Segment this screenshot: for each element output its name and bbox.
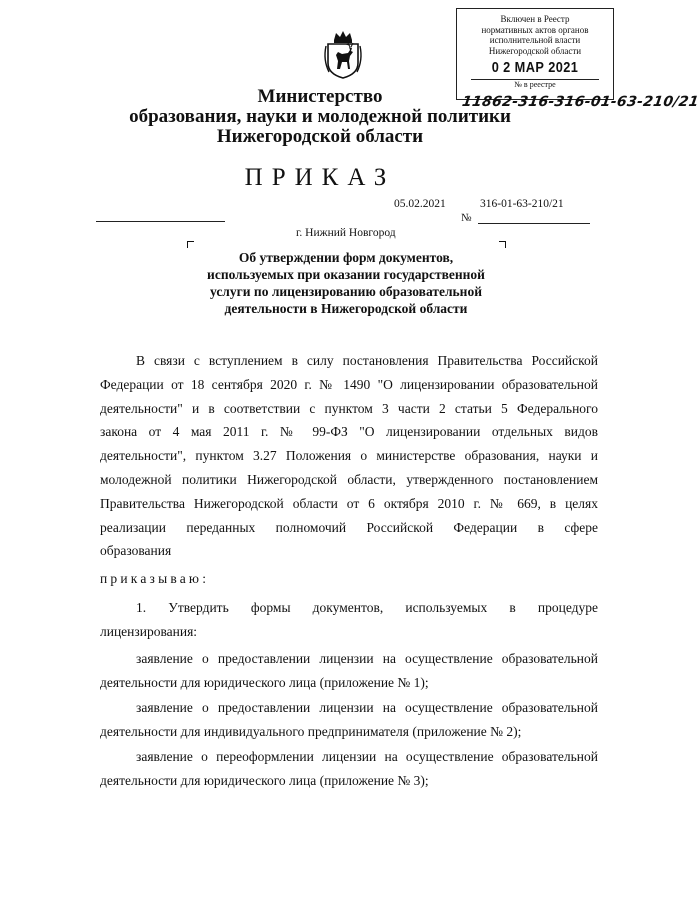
appendix-3-line-2: деятельности для юридического лица (приложение № 3);: [100, 773, 429, 788]
stamp-line-1: Включен в Реестр: [500, 14, 570, 24]
item-1-line-1: 1. Утвердить формы документов, используемых в процедуре: [136, 600, 598, 615]
number-underline: [478, 223, 590, 224]
order-directive-word: приказываю:: [100, 571, 210, 586]
date-underline: [96, 221, 225, 222]
subject-line-3: услуги по лицензированию образовательной: [209, 284, 482, 299]
preamble-line: закона от 4 мая 2011 г. № 99-ФЗ "О лицензировании отдельных видов: [100, 424, 598, 440]
appendix-2-line-2: деятельности для индивидуального предпринимателя (приложение № 2);: [100, 724, 522, 739]
appendix-1-line-1: заявление о предоставлении лицензии на осуществление образовательной: [136, 651, 598, 666]
appendix-2-line-1: заявление о предоставлении лицензии на осуществление образовательной: [136, 700, 598, 715]
order-subject: [180, 249, 512, 317]
document-type-title: ПРИКАЗ: [244, 164, 396, 191]
subject-line-1: Об утверждении форм документов,: [238, 250, 454, 265]
preamble-line: образования: [100, 543, 172, 559]
preamble-paragraph: [100, 349, 598, 563]
subject-bracket-right: [499, 241, 506, 248]
appendix-3-line-1: заявление о переоформлении лицензии на осуществление образовательной: [136, 749, 598, 764]
preamble-line: молодежной политики Нижегородской области, утвержденного постановлением: [100, 471, 598, 487]
order-date: 05.02.2021: [394, 198, 446, 210]
ministry-name-line-3: Нижегородской области: [216, 126, 424, 147]
stamp-line-4: Нижегородской области: [488, 45, 582, 56]
appendix-3-entry: [100, 745, 598, 793]
stamp-date: 0 2 МАР 2021: [491, 59, 579, 76]
preamble-line: деятельности", пунктом 3.27 Положения о министерстве образования, науки и: [100, 448, 598, 464]
handwritten-registry-number: 11862-316-316-01-63-210/21: [460, 94, 700, 110]
coat-of-arms-icon: [323, 30, 363, 80]
ministry-name-line-2: образования, науки и молодежной политики: [129, 106, 511, 127]
stamp-line-2: нормативных актов органов: [481, 24, 589, 35]
preamble-line: реализации переданных полномочий Российской Федерации в сфере: [100, 519, 598, 535]
preamble-line: Федерации от 18 сентября 2020 г. № 1490 "О лицензировании образовательной: [100, 376, 598, 392]
subject-line-2: используемых при оказании государственной: [207, 267, 485, 282]
order-number: 316-01-63-210/21: [480, 198, 564, 210]
preamble-line: В связи с вступлением в силу постановления Правительства Российской: [136, 353, 598, 368]
stamp-line-3: исполнительной власти: [489, 35, 581, 45]
stamp-registry-label: № в реестре: [514, 80, 556, 89]
city-name: г. Нижний Новгород: [296, 227, 396, 239]
appendix-1-entry: [100, 647, 598, 695]
appendix-1-line-2: деятельности для юридического лица (приложение № 1);: [100, 675, 429, 690]
subject-bracket-left: [187, 241, 194, 248]
preamble-line: Правительства Нижегородской области от 6 октября 2010 г. № 669, в целях: [100, 495, 598, 511]
item-1-line-2: лицензирования:: [100, 624, 198, 639]
preamble-line: деятельности" и в соответствии с пунктом 3 части 2 статьи 5 Федерального: [100, 400, 598, 416]
order-item-1: [100, 596, 598, 644]
appendix-2-entry: [100, 696, 598, 744]
number-sign: №: [461, 212, 472, 224]
ministry-name-line-1: Министерство: [257, 86, 383, 107]
subject-line-4: деятельности в Нижегородской области: [224, 301, 468, 316]
